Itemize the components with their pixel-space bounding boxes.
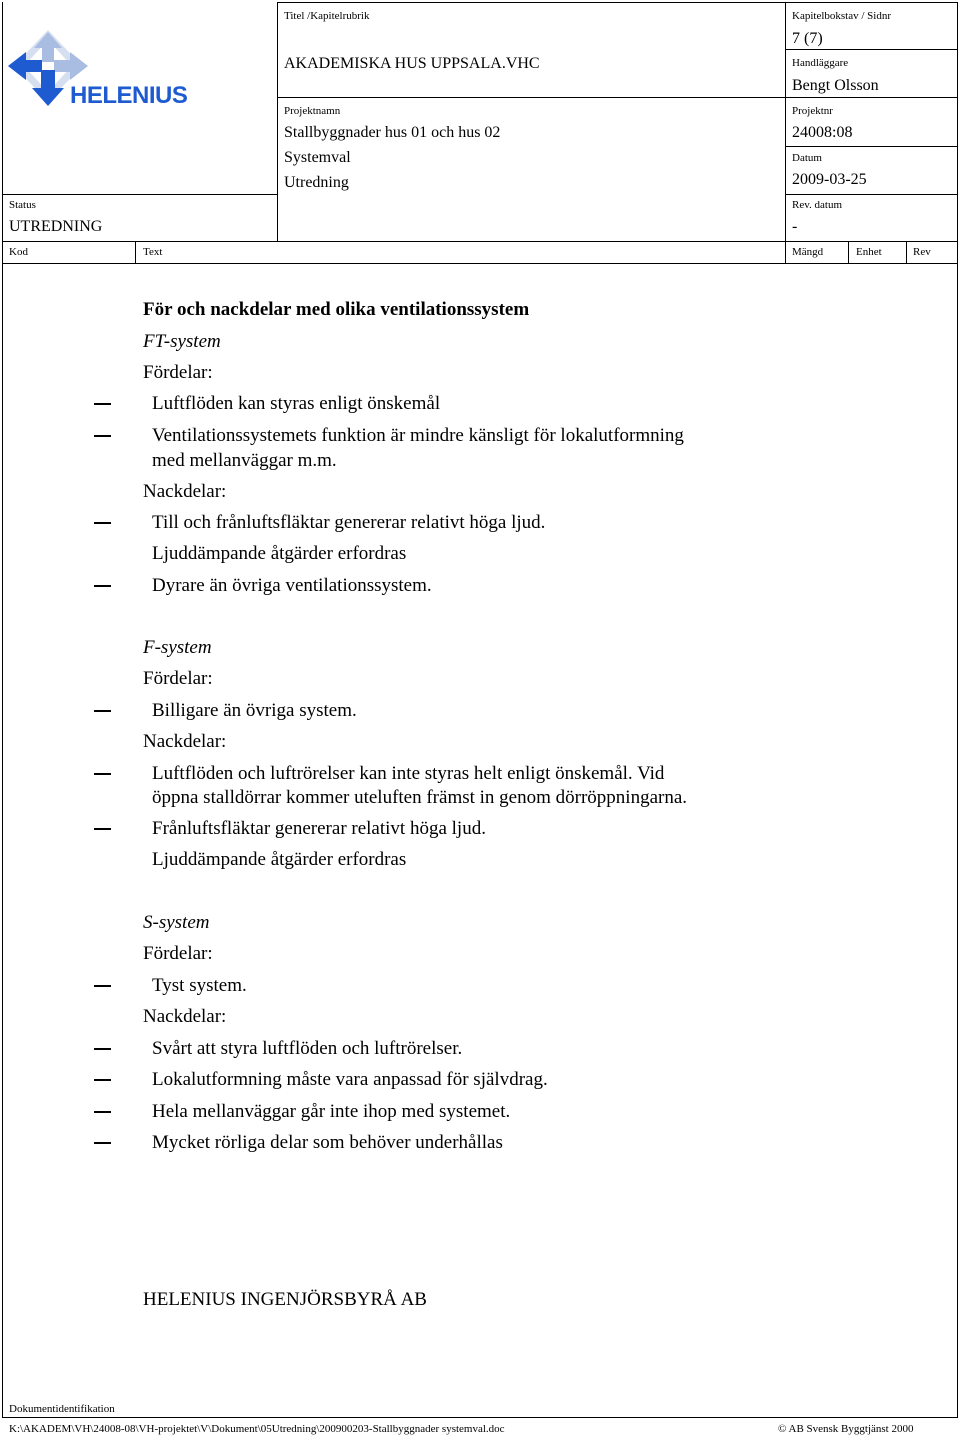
header-hline-5 xyxy=(785,194,958,195)
datum-value: 2009-03-25 xyxy=(792,171,867,188)
ft-con-2: Dyrare än övriga ventilationssystem. xyxy=(152,575,432,596)
col-text: Text xyxy=(143,246,163,258)
content-heading: För och nackdelar med olika ventilationssystem xyxy=(143,299,530,320)
s-nackdelar: Nackdelar: xyxy=(143,1006,227,1027)
header-hline-4 xyxy=(2,194,278,195)
handlaggare-label: Handläggare xyxy=(792,57,849,69)
datum-label: Datum xyxy=(792,152,822,164)
projektnr-value: 24008:08 xyxy=(792,124,853,141)
s-fordelar: Fördelar: xyxy=(143,943,213,964)
bullet-dash xyxy=(94,828,111,830)
header-hline-6 xyxy=(2,241,958,242)
bullet-dash xyxy=(94,1142,111,1144)
bullet-dash xyxy=(94,522,111,524)
header-vline-5 xyxy=(906,242,907,264)
s-con-2: Lokalutformning måste vara anpassad för självdrag. xyxy=(152,1069,548,1090)
col-rev: Rev xyxy=(913,246,931,258)
systemval-text: Systemval xyxy=(284,149,351,166)
dokid-label: Dokumentidentifikation xyxy=(9,1403,115,1415)
status-value: UTREDNING xyxy=(9,218,103,235)
bullet-dash xyxy=(94,435,111,437)
ft-nackdelar: Nackdelar: xyxy=(143,481,227,502)
f-con-1a: Luftflöden och luftrörelser kan inte styras helt enligt önskemål. Vid xyxy=(152,763,665,784)
company-name: HELENIUS INGENJÖRSBYRÅ AB xyxy=(143,1289,427,1310)
revdatum-label: Rev. datum xyxy=(792,199,842,211)
f-title: F-system xyxy=(143,637,212,658)
ft-title: FT-system xyxy=(143,331,221,352)
f-pro-1: Billigare än övriga system. xyxy=(152,700,357,721)
handlaggare-value: Bengt Olsson xyxy=(792,77,879,94)
bullet-dash xyxy=(94,1111,111,1113)
header-vline-3 xyxy=(135,242,136,264)
header-vline-1 xyxy=(277,2,278,242)
utredning-text: Utredning xyxy=(284,174,349,191)
f-con-2: Frånluftsfläktar genererar relativt höga ljud. xyxy=(152,818,486,839)
title-value: AKADEMISKA HUS UPPSALA.VHC xyxy=(284,55,540,72)
s-pro-1: Tyst system. xyxy=(152,975,247,996)
ft-pro-2b: med mellanväggar m.m. xyxy=(152,450,337,471)
projektnamn-label: Projektnamn xyxy=(284,105,341,117)
s-title: S-system xyxy=(143,912,210,933)
frame-right xyxy=(957,2,958,1418)
header-vline-2 xyxy=(785,2,786,264)
header-hline-3 xyxy=(785,146,958,147)
f-fordelar: Fördelar: xyxy=(143,668,213,689)
projektnr-label: Projektnr xyxy=(792,105,833,117)
header-hline-1 xyxy=(785,49,958,50)
bullet-dash xyxy=(94,985,111,987)
f-con-1b: öppna stalldörrar kommer uteluften främst in genom dörröppningarna. xyxy=(152,787,688,808)
header-hline-7 xyxy=(2,263,958,264)
kapitel-label: Kapitelbokstav / Sidnr xyxy=(792,10,891,22)
revdatum-value: - xyxy=(792,218,798,235)
ft-con-1b: Ljuddämpande åtgärder erfordras xyxy=(152,543,407,564)
title-label: Titel /Kapitelrubrik xyxy=(284,10,370,22)
kapitel-value: 7 (7) xyxy=(792,30,823,47)
bullet-dash xyxy=(94,1048,111,1050)
col-kod: Kod xyxy=(9,246,28,258)
header-hline-2 xyxy=(277,97,958,98)
f-nackdelar: Nackdelar: xyxy=(143,731,227,752)
ft-pro-2a: Ventilationssystemets funktion är mindre känsligt för lokalutformning xyxy=(152,425,684,446)
bullet-dash xyxy=(94,773,111,775)
col-mangd: Mängd xyxy=(792,246,824,258)
ft-con-1: Till och frånluftsfläktar genererar relativt höga ljud. xyxy=(152,512,546,533)
document-path: K:\AKADEM\VH\24008-08\VH-projektet\V\Dokument\05Utredning\200900203-Stallbyggnader systemval.doc xyxy=(9,1423,505,1435)
ft-fordelar: Fördelar: xyxy=(143,362,213,383)
copyright: © AB Svensk Byggtjänst 2000 xyxy=(778,1423,914,1435)
frame-left xyxy=(2,2,3,1418)
f-con-2b: Ljuddämpande åtgärder erfordras xyxy=(152,849,407,870)
s-con-1: Svårt att styra luftflöden och luftrörelser. xyxy=(152,1038,463,1059)
col-enhet: Enhet xyxy=(856,246,882,258)
bullet-dash xyxy=(94,585,111,587)
bullet-dash xyxy=(94,1079,111,1081)
frame-bottom xyxy=(2,1417,958,1418)
header-vline-4 xyxy=(848,242,849,264)
bullet-dash xyxy=(94,710,111,712)
status-label: Status xyxy=(9,199,36,211)
company-logo xyxy=(8,26,208,112)
s-con-3: Hela mellanväggar går inte ihop med systemet. xyxy=(152,1101,511,1122)
ft-pro-1: Luftflöden kan styras enligt önskemål xyxy=(152,393,441,414)
bullet-dash xyxy=(94,403,111,405)
logo-text: HELENIUS xyxy=(70,82,188,109)
frame-top xyxy=(277,2,958,3)
projektnamn-value: Stallbyggnader hus 01 och hus 02 xyxy=(284,124,501,141)
s-con-4: Mycket rörliga delar som behöver underhållas xyxy=(152,1132,503,1153)
